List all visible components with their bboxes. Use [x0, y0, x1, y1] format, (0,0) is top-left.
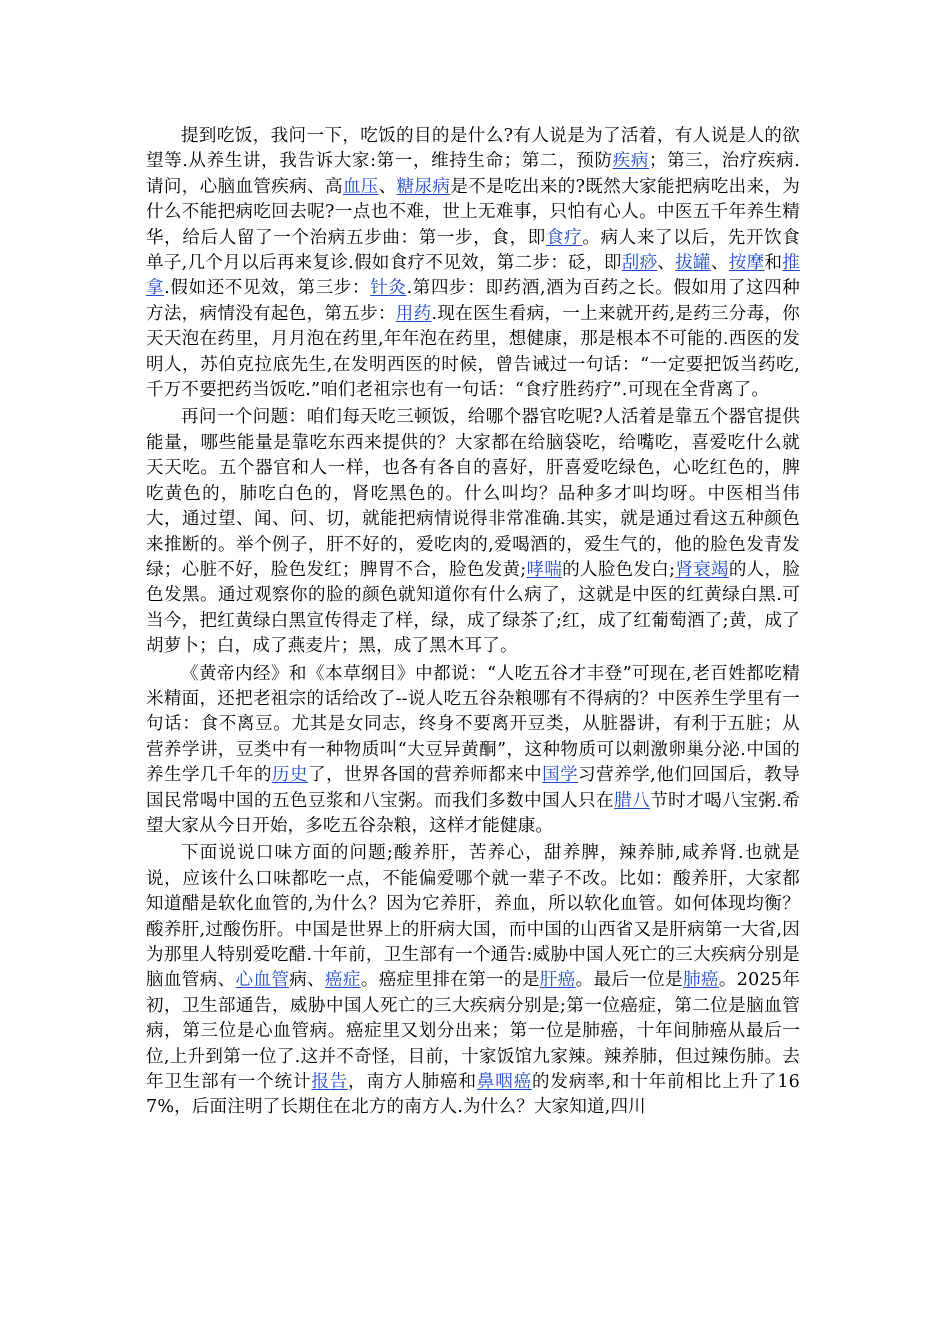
keyword-link[interactable]: 哮喘: [526, 559, 563, 580]
keyword-link[interactable]: 食疗: [545, 227, 583, 248]
text-run: 节时才喝八宝粥.希望大家从今日开始，多吃五谷杂粮，这样才能健康。: [146, 790, 800, 836]
paragraph-4: [146, 841, 800, 1120]
text-run: 病、: [289, 970, 326, 991]
keyword-link[interactable]: 用药: [395, 303, 432, 324]
text-run: 再问一个问题：咱们每天吃三顿饭，给哪个器官吃呢?人活着是靠五个器官提供能量，哪些能量是靠吃东西来提供的？大家都在给脑袋吃，给嘴吃，喜爱吃什么就天天吃。五个器官和人一样，也各有各自的喜好，肝喜爱吃绿色，心吃红色的，脾吃黄色的，肺吃白色的，肾吃黑色的。什么叫均？品种多才叫均呀。中医相当伟大，通过望、闻、问、切，就能把病情说得非常准确.其实，就是通过看这五种颜色来推断的。举个例子，肝不好的，爱吃肉的,爱喝酒的，爱生气的，他的脸色发青发绿；心脏不好，脸色发红；脾胃不合，脸色发黄;: [146, 407, 800, 580]
keyword-link[interactable]: 按摩: [728, 253, 765, 274]
text-run: ；第三，治疗疾病.请问，心脑血管疾病、高: [146, 151, 800, 197]
keyword-link[interactable]: 历史: [272, 765, 309, 786]
text-run: 。病人来了以后，先开饮食单子,几个月以后再来复诊.假如食疗不见效，第二步：砭，即: [146, 227, 800, 274]
paragraph-2: [146, 405, 800, 659]
text-run: 和: [764, 253, 783, 274]
text-run: 的人，脸色发黑。通过观察你的脸的颜色就知道你有什么病了，这就是中医的红黄绿白黑.可当今，把红黄绿白黑宣传得走了样，绿，成了绿茶了;红，成了红葡萄酒了;黄，成了胡萝卜；白，成了燕麦片；黑，成了黑木耳了。: [146, 559, 801, 657]
keyword-link[interactable]: 心血管: [235, 970, 290, 991]
text-run: 。癌症里排在第一的是: [360, 970, 540, 991]
paragraph-3: [146, 662, 800, 840]
text-run: .假如还不见效，第三步：: [164, 278, 371, 299]
keyword-link[interactable]: 针灸: [370, 278, 407, 299]
text-run: 。2025年初，卫生部通告，威胁中国人死亡的三大疾病分别是;第一位癌症，第二位是脑血管病，第三位是心血管病。癌症里又划分出来；第一位是肺癌，十年间肺癌从最后一位,上升到第一位了.这并不奇怪，目前，十家饭馆九家辣。辣养肺，但过辣伤肺。去年卫生部有一个统计: [146, 970, 801, 1093]
keyword-link[interactable]: 报告: [311, 1072, 349, 1093]
text-run: ，南方人肺癌和: [348, 1072, 477, 1093]
keyword-link[interactable]: 拔罐: [675, 253, 711, 274]
keyword-link[interactable]: 鼻咽癌: [476, 1072, 532, 1093]
keyword-link[interactable]: 肾衰竭: [675, 559, 729, 580]
text-run: 的人脸色发白;: [562, 559, 676, 580]
paragraph-1: [146, 124, 800, 403]
text-run: 《黄帝内经》和《本草纲目》中都说：“人吃五谷才丰登”可现在,老百姓都吃精米精面，还把老祖宗的话给改了--说人吃五谷杂粮哪有不得病的？中医养生学里有一句话：食不离豆。尤其是女同志，终身不要离开豆类，从脏器讲，有利于五脏；从营养学讲，豆类中有一种物质叫“大豆异黄酮”，这种物质可以刺激卵巢分泌.中国的养生学几千年的: [146, 663, 800, 786]
keyword-link[interactable]: 糖尿病: [396, 176, 451, 197]
keyword-link[interactable]: 癌症: [325, 970, 361, 991]
keyword-link[interactable]: 刮痧: [621, 253, 658, 274]
keyword-link[interactable]: 腊八: [614, 790, 651, 811]
text-run: .现在医生看病，一上来就开药,是药三分毒，你天天泡在药里，月月泡在药里,年年泡在药里，想健康，那是根本不可能的.西医的发明人，苏伯克拉底先生,在发明西医的时候，曾告诫过一句话：“一定要把饭当药吃,千万不要把药当饭吃.”咱们老祖宗也有一句话：“食疗胜药疗”.可现在全背离了。: [146, 303, 800, 401]
keyword-link[interactable]: 国学: [542, 765, 579, 786]
text-run: 、: [378, 176, 397, 197]
keyword-link[interactable]: 肝癌: [539, 970, 576, 991]
text-run: 是不是吃出来的?既然大家能把病吃出来，为什么不能把病吃回去呢?一点也不难，世上无难事，只怕有心人。中医五千年养生精华，给后人留了一个治病五步曲：第一步，食，即: [146, 176, 801, 248]
keyword-link[interactable]: 血压: [342, 176, 379, 197]
keyword-link[interactable]: 推拿: [146, 253, 800, 299]
text-run: 。最后一位是: [575, 970, 684, 991]
text-run: 、: [710, 253, 729, 274]
text-run: 的发病率,和十年前相比上升了167%，后面注明了长期住在北方的南方人.为什么？大家知道,四川: [146, 1072, 800, 1118]
text-run: 习营养学,他们回国后，教导国民常喝中国的五色豆浆和八宝粥。而我们多数中国人只在: [146, 765, 800, 811]
text-run: .第四步：即药酒,酒为百药之长。假如用了这四种方法，病情没有起色，第五步：: [146, 278, 801, 324]
keyword-link[interactable]: 肺癌: [683, 970, 719, 991]
text-run: 提到吃饭，我问一下，吃饭的目的是什么?有人说是为了活着，有人说是人的欲望等.从养生讲，我告诉大家:第一，维持生命；第二，预防: [146, 126, 800, 172]
text-run: 、: [657, 253, 676, 274]
text-run: 了，世界各国的营养师都来中: [308, 765, 543, 786]
text-run: 下面说说口味方面的问题;酸养肝，苦养心，甜养脾，辣养肺,咸养肾.也就是说，应该什么口味都吃一点，不能偏爱哪个就一辈子不改。比如：酸养肝，大家都知道醋是软化血管的,为什么？因为它养肝，养血，所以软化血管。如何体现均衡？酸养肝,过酸伤肝。中国是世界上的肝病大国，而中国的山西省又是肝病第一大省,因为那里人特别爱吃醋.十年前，卫生部有一个通告:威胁中国人死亡的三大疾病分别是脑血管病、: [146, 843, 800, 991]
keyword-link[interactable]: 疾病: [612, 151, 649, 172]
